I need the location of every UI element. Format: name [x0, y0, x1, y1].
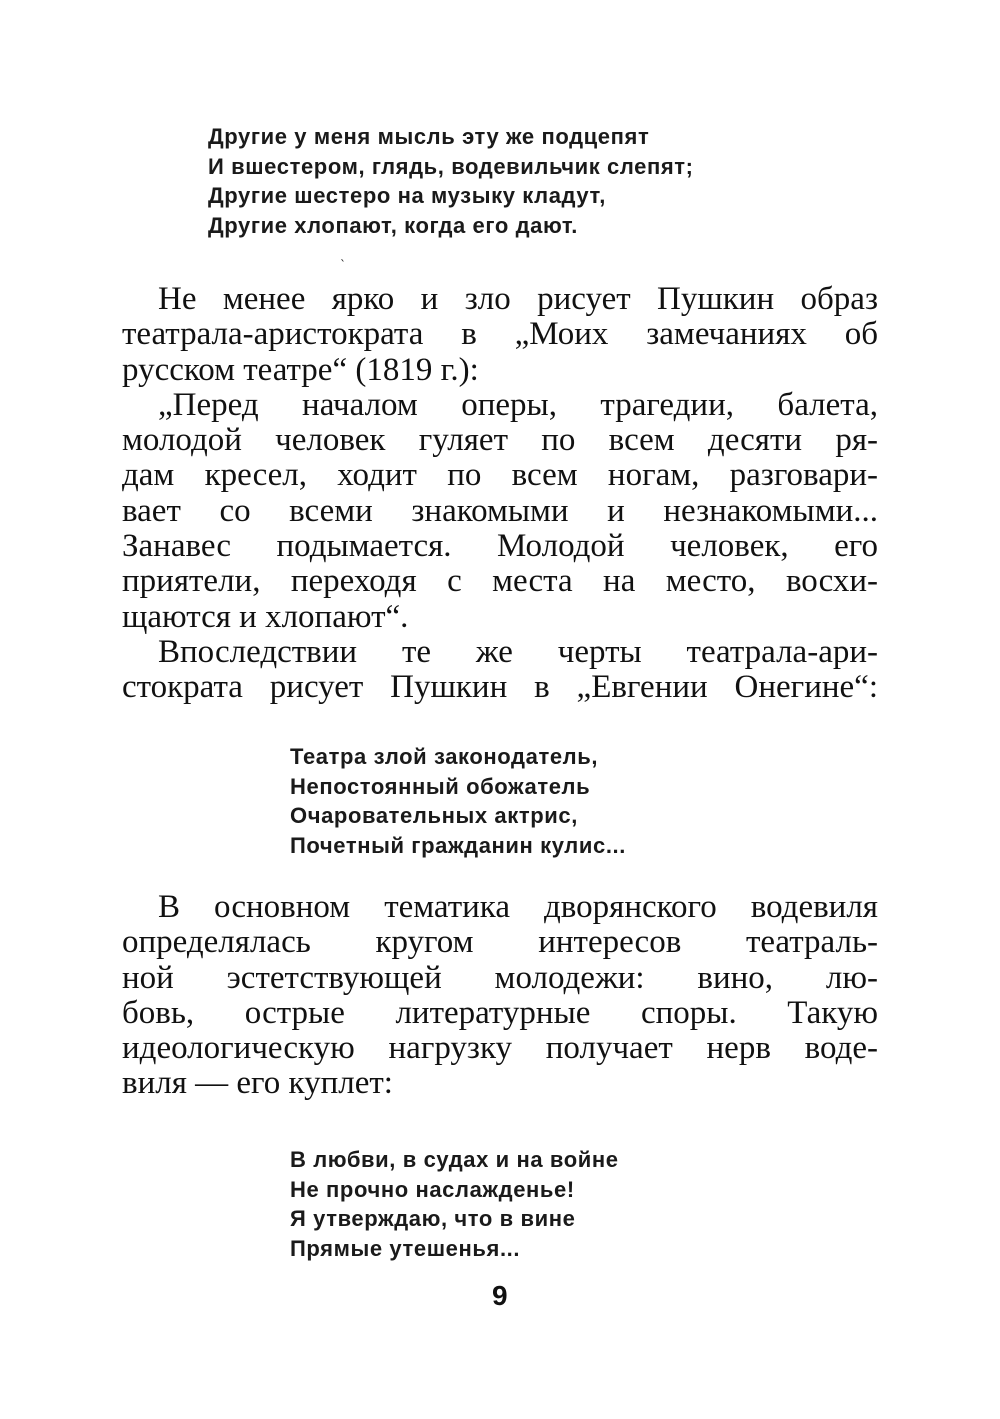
verse-line: В любви, в судах и на войне: [290, 1147, 619, 1172]
verse-line: Прямые утешенья...: [290, 1235, 521, 1261]
text-line: молодой человек гуляет по всем десяти ря-: [122, 422, 878, 459]
text-line: Не менее ярко и зло рисует Пушкин образ: [158, 281, 878, 317]
verse-line: И вшестером, глядь, водевильчик слепят;: [208, 153, 694, 179]
text-line: театрала-аристократа в „Моих замечаниях об: [122, 316, 878, 353]
verse-quote-2: [290, 742, 626, 860]
text-line: стократа рисует Пушкин в „Евгении Онегине“:: [122, 669, 878, 706]
verse-line: Почетный гражданин кулис...: [290, 832, 626, 858]
scan-speck: `: [340, 258, 346, 272]
text-line: ной эстетствующей молодежи: вино, лю-: [122, 959, 878, 996]
paragraph-2: [122, 890, 878, 1102]
text-line: приятели, переходя с места на место, восхи-: [122, 563, 878, 600]
text-line: Занавес подымается. Молодой человек, его: [122, 528, 878, 565]
verse-line: Другие шестеро на музыку кладут,: [208, 183, 606, 208]
text-line: вает со всеми знакомыми и незнакомыми...: [122, 492, 878, 529]
verse-quote-3: [290, 1145, 619, 1263]
verse-line: Очаровательных актрис,: [290, 803, 578, 828]
verse-line: Театра злой законодатель,: [290, 744, 599, 769]
verse-line: Другие хлопают, когда его дают.: [208, 212, 579, 238]
text-line: определялась кругом интересов театраль-: [122, 924, 878, 961]
text-line: В основном тематика дворянского водевиля: [158, 889, 878, 925]
text-line: виля — его куплет:: [122, 1065, 393, 1102]
verse-line: Непостоянный обожатель: [290, 773, 591, 799]
verse-quote-1: [208, 122, 694, 240]
verse-line: Другие у меня мысль эту же подцепят: [208, 124, 650, 149]
text-line: бовь, острые литературные споры. Такую: [122, 994, 878, 1031]
verse-line: Я утверждаю, что в вине: [290, 1206, 576, 1231]
text-line: русском театре“ (1819 г.):: [122, 351, 479, 388]
text-line: „Перед началом оперы, трагедии, балета,: [158, 386, 878, 423]
paragraph-1: [122, 282, 878, 706]
verse-line: Не прочно наслажденье!: [290, 1176, 575, 1202]
text-line: Впоследствии те же черты театрала-ари-: [158, 633, 878, 670]
page-number: 9: [492, 1280, 508, 1311]
text-line: идеологическую нагрузку получает нерв воде-: [122, 1030, 878, 1067]
text-line: щаются и хлопают“.: [122, 598, 409, 635]
text-line: дам кресел, ходит по всем ногам, разговари-: [122, 457, 878, 494]
